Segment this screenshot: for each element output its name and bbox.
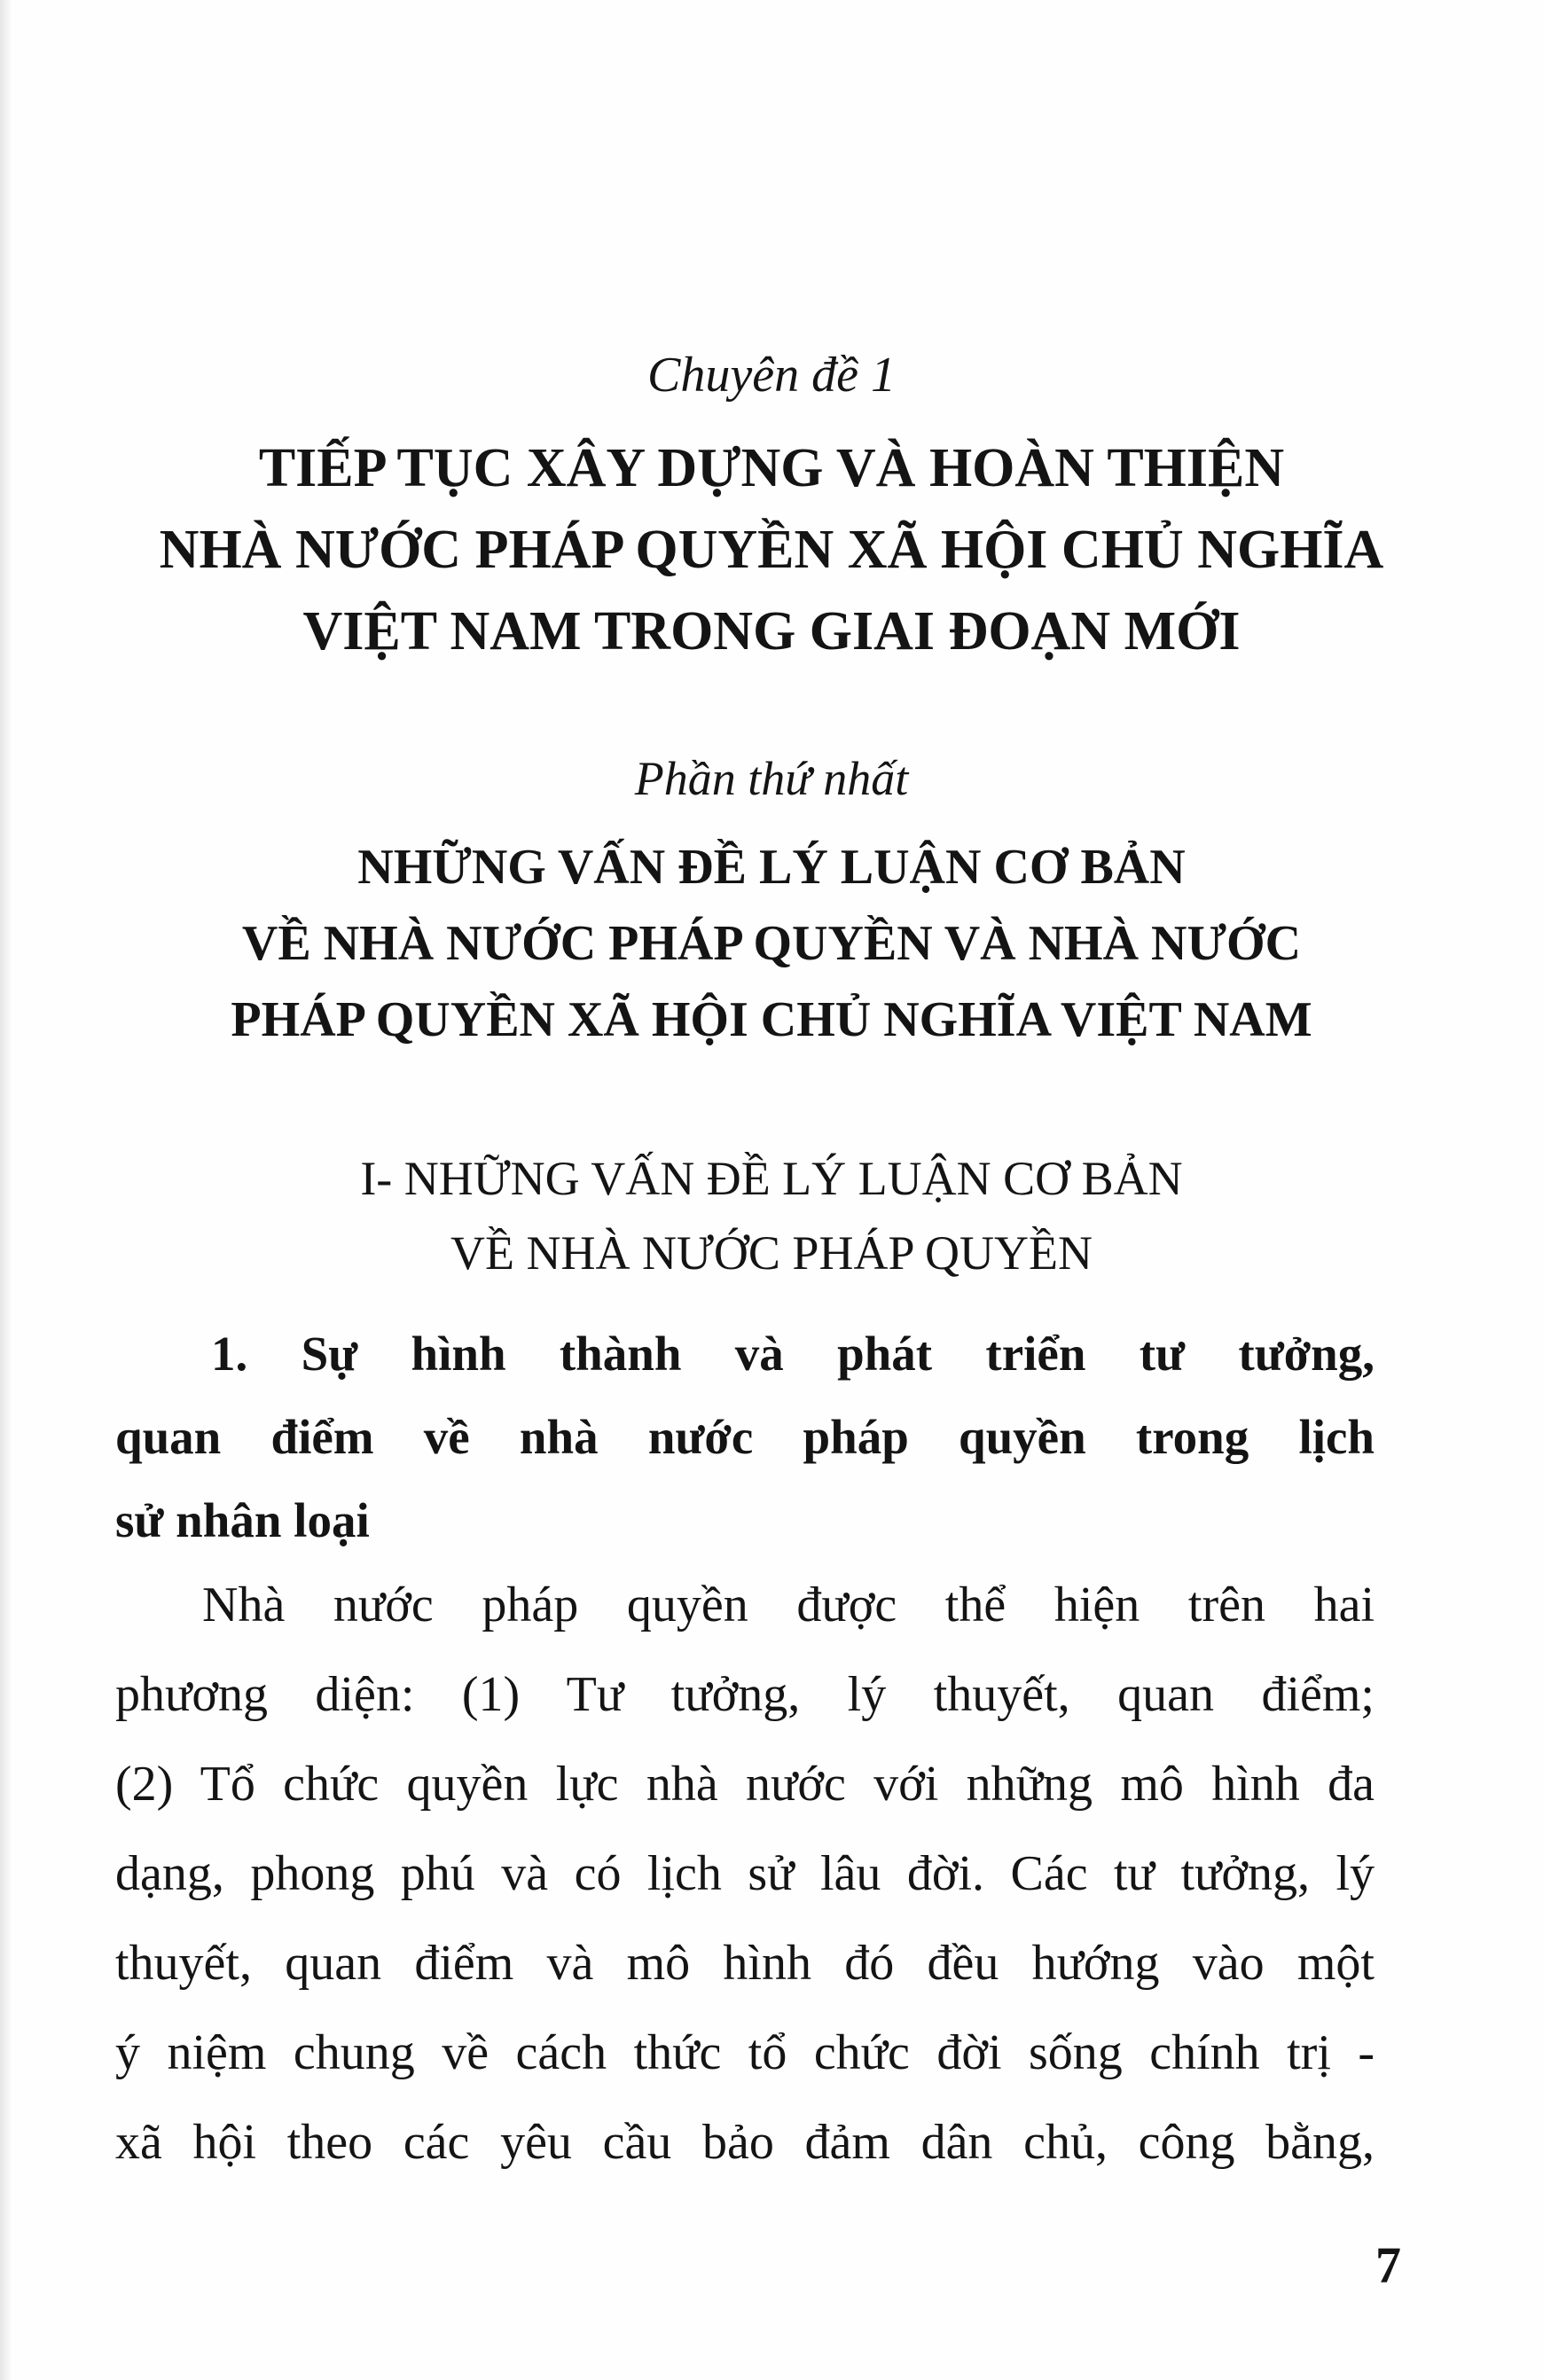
- body-line: thuyết, quan điểm và mô hình đó đều hướng vào một: [115, 1936, 1375, 1991]
- body-line: dạng, phong phú và có lịch sử lâu đời. Các tư tưởng, lý: [115, 1846, 1375, 1901]
- subsection-line: sử nhân loại: [115, 1493, 370, 1547]
- body-line: phương diện: (1) Tư tưởng, lý thuyết, quan điểm;: [115, 1667, 1375, 1722]
- subsection-line: quan điểm về nhà nước pháp quyền trong lịch: [115, 1410, 1375, 1464]
- body-line: ý niệm chung về cách thức tổ chức đời sống chính trị -: [115, 2025, 1375, 2080]
- section-title-line: I- NHỮNG VẤN ĐỀ LÝ LUẬN CƠ BẢN: [360, 1152, 1183, 1205]
- subsection-heading: [115, 1312, 1375, 1562]
- part-title-line: NHỮNG VẤN ĐỀ LÝ LUẬN CƠ BẢN: [357, 840, 1186, 895]
- section-title: [0, 1141, 1543, 1290]
- body-line: (2) Tổ chức quyền lực nhà nước với những mô hình đa: [115, 1757, 1375, 1812]
- body-line: xã hội theo các yêu cầu bảo đảm dân chủ, công bằng,: [115, 2115, 1375, 2170]
- chapter-title-line: VIỆT NAM TRONG GIAI ĐOẠN MỚI: [302, 601, 1241, 662]
- chapter-title-line: TIẾP TỤC XÂY DỰNG VÀ HOÀN THIỆN: [258, 438, 1285, 498]
- chapter-title-line: NHÀ NƯỚC PHÁP QUYỀN XÃ HỘI CHỦ NGHĨA: [159, 520, 1384, 580]
- body-line: Nhà nước pháp quyền được thể hiện trên hai: [202, 1578, 1375, 1632]
- body-paragraph: [115, 1561, 1375, 2188]
- part-title-line: VỀ NHÀ NƯỚC PHÁP QUYỀN VÀ NHÀ NƯỚC: [241, 916, 1302, 971]
- chapter-label: Chuyên đề 1: [647, 348, 896, 403]
- page-number: 7: [1375, 2236, 1401, 2294]
- chapter-title: [0, 427, 1543, 672]
- part-title: [0, 829, 1543, 1058]
- section-title-line: VỀ NHÀ NƯỚC PHÁP QUYỀN: [450, 1226, 1093, 1280]
- part-label: Phần thứ nhất: [634, 752, 909, 805]
- part-title-line: PHÁP QUYỀN XÃ HỘI CHỦ NGHĨA VIỆT NAM: [231, 992, 1312, 1047]
- subsection-line: 1. Sự hình thành và phát triển tư tưởng,: [211, 1327, 1375, 1381]
